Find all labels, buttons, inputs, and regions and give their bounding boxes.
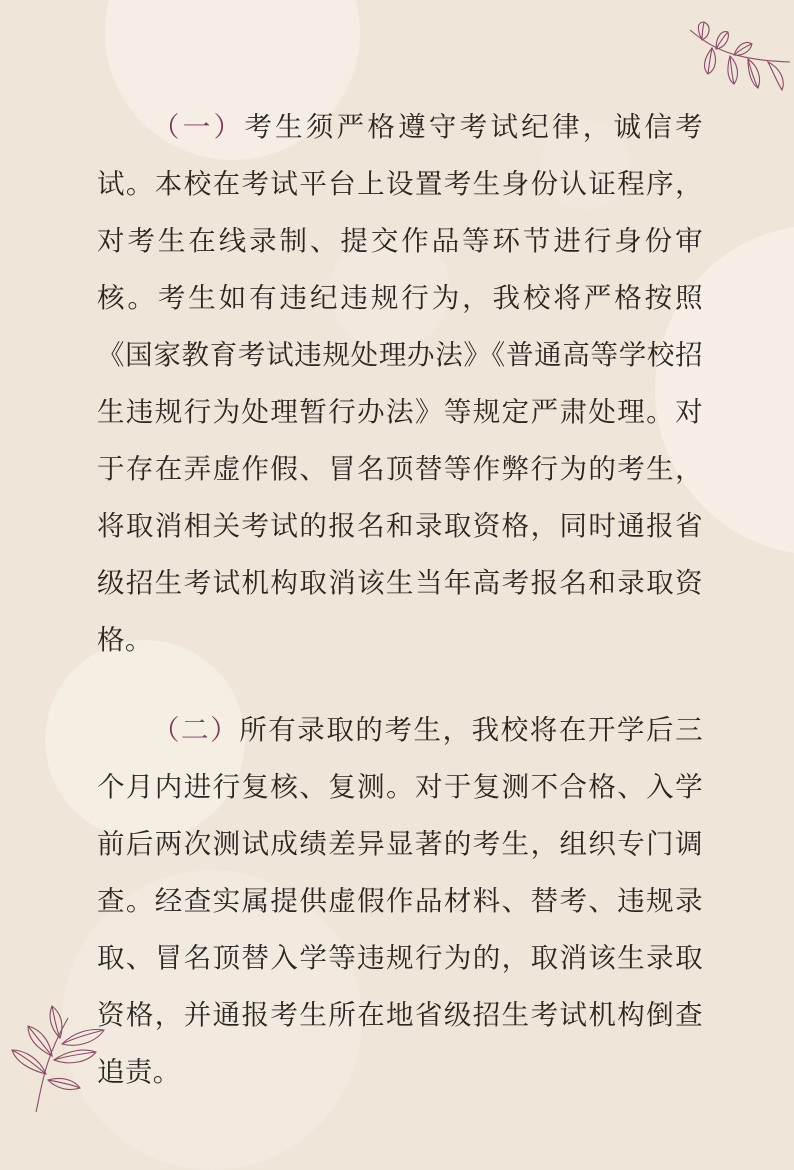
paragraph-text: 考生须严格遵守考试纪律，诚信考试。本校在考试平台上设置考生身份认证程序，对考生在线录制、提交作品等环节进行身份审核。考生如有违纪违规行为，我校将严格按照《国家教育考试违规处理办法》《普通高等学校招生违规行为处理暂行办法》等规定严肃处理。对于存在弄虚作假、冒名顶替等作弊行为的考生，将取消相关考试的报名和录取资格，同时通报省级招生考试机构取消该生当年高考报名和录取资格。 xyxy=(97,111,703,656)
paragraph-number: （一） xyxy=(152,111,245,143)
paragraph-number: （二） xyxy=(152,714,240,746)
paragraph-1 xyxy=(97,99,703,669)
paragraph-text: 所有录取的考生，我校将在开学后三个月内进行复核、复测。对于复测不合格、入学前后两次测试成绩差异显著的考生，组织专门调查。经查实属提供虚假作品材料、替考、违规录取、冒名顶替入学等违规行为的，取消该生录取资格，并通报考生所在地省级招生考试机构倒查追责。 xyxy=(97,714,703,1088)
leaf-sprig-icon xyxy=(682,18,792,110)
paragraph-2 xyxy=(97,702,703,1101)
